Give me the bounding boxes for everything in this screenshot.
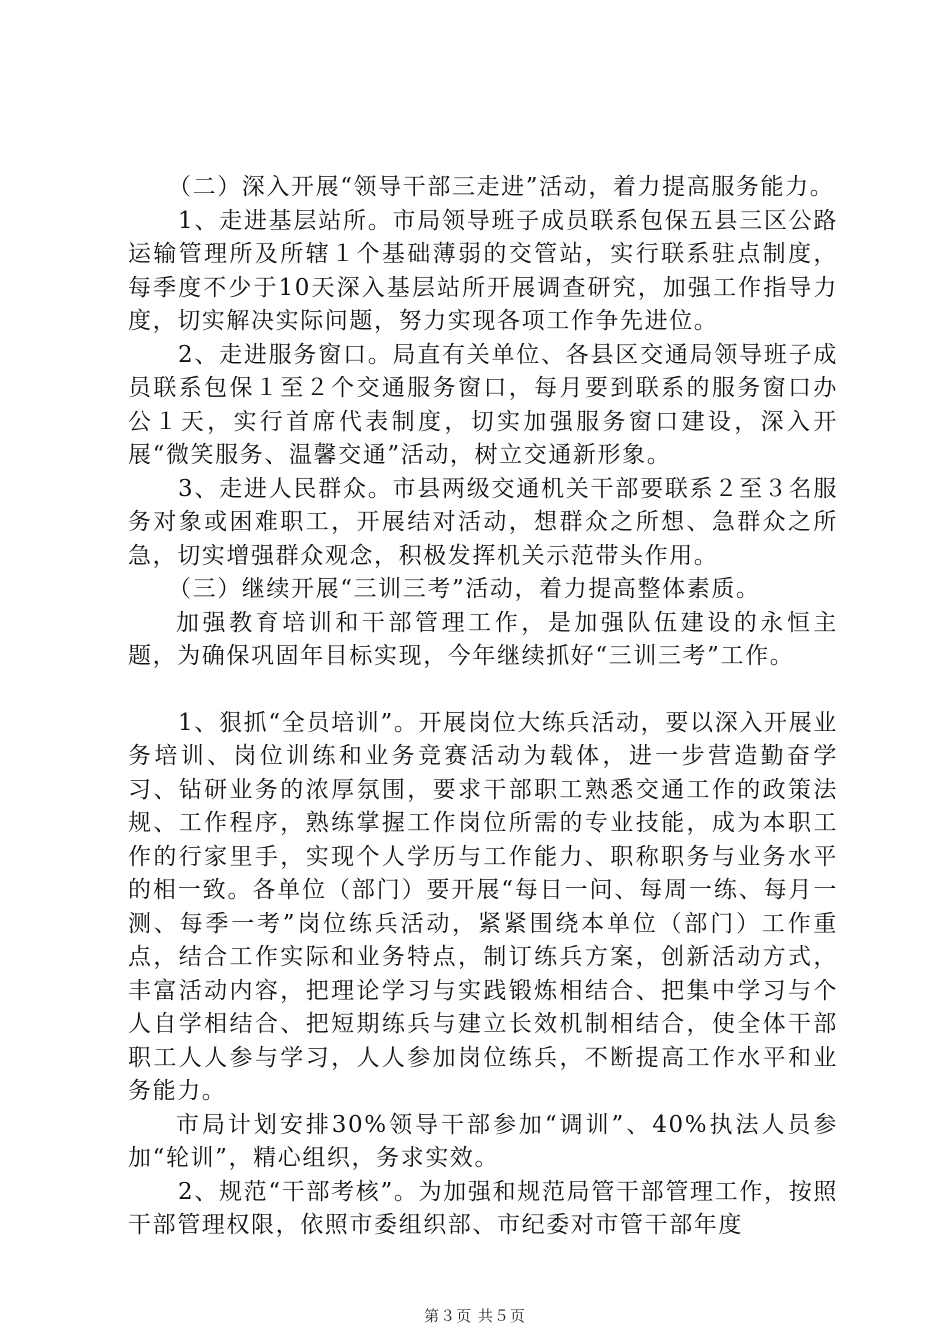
paragraph-training-plan: 市局计划安排30%领导干部参加“调训”、40%执法人员参加“轮训”，精心组织，务求实效。 <box>128 1111 838 1171</box>
document-body <box>128 171 838 1243</box>
section-heading-3: （三）继续开展“三训三考”活动，着力提高整体素质。 <box>168 576 761 602</box>
page-footer: 第３页 共５页 <box>424 1307 526 1325</box>
paragraph-visit-people: 3、走进人民群众。市县两级交通机关干部要联系２至３名服务对象或困难职工，开展结对活动，想群众之所想、急群众之所急，切实增强群众观念，积极发挥机关示范带头作用。 <box>128 475 838 569</box>
section-heading-2: （二）深入开展“领导干部三走进”活动，着力提高服务能力。 <box>168 174 835 200</box>
paragraph-full-training: 1、狠抓“全员培训”。开展岗位大练兵活动，要以深入开展业务培训、岗位训练和业务竞赛活动为载体，进一步营造勤奋学习、钻研业务的浓厚氛围，要求干部职工熟悉交通工作的政策法规、工作程序，熟练掌握工作岗位所需的专业技能，成为本职工作的行家里手，实现个人学历与工作能力、职称职务与业务水平的相一致。各单位（部门）要开展“每日一问、每周一练、每月一测、每季一考”岗位练兵活动，紧紧围绕本单位（部门）工作重点，结合工作实际和业务特点，制订练兵方案，创新活动方式，丰富活动内容，把理论学习与实践锻炼相结合、把集中学习与个人自学相结合、把短期练兵与建立长效机制相结合，使全体干部职工人人参与学习，人人参加岗位练兵，不断提高工作水平和业务能力。 <box>128 709 838 1104</box>
paragraph-gap <box>128 674 838 707</box>
paragraph-training-intro: 加强教育培训和干部管理工作，是加强队伍建设的永恒主题，为确保巩固年目标实现，今年继续抓好“三训三考”工作。 <box>128 609 838 669</box>
paragraph-visit-windows: 2、走进服务窗口。局直有关单位、各县区交通局领导班子成员联系包保１至２个交通服务窗口，每月要到联系的服务窗口办公１天，实行首席代表制度，切实加强服务窗口建设，深入开展“微笑服务、温馨交通”活动，树立交通新形象。 <box>128 341 838 468</box>
paragraph-visit-stations: 1、走进基层站所。市局领导班子成员联系包保五县三区公路运输管理所及所辖１个基础薄弱的交管站，实行联系驻点制度，每季度不少于10天深入基层站所开展调查研究，加强工作指导力度，切实解决实际问题，努力实现各项工作争先进位。 <box>128 207 838 334</box>
paragraph-cadre-assessment: 2、规范“干部考核”。为加强和规范局管干部管理工作，按照干部管理权限，依照市委组织部、市纪委对市管干部年度 <box>128 1178 838 1238</box>
